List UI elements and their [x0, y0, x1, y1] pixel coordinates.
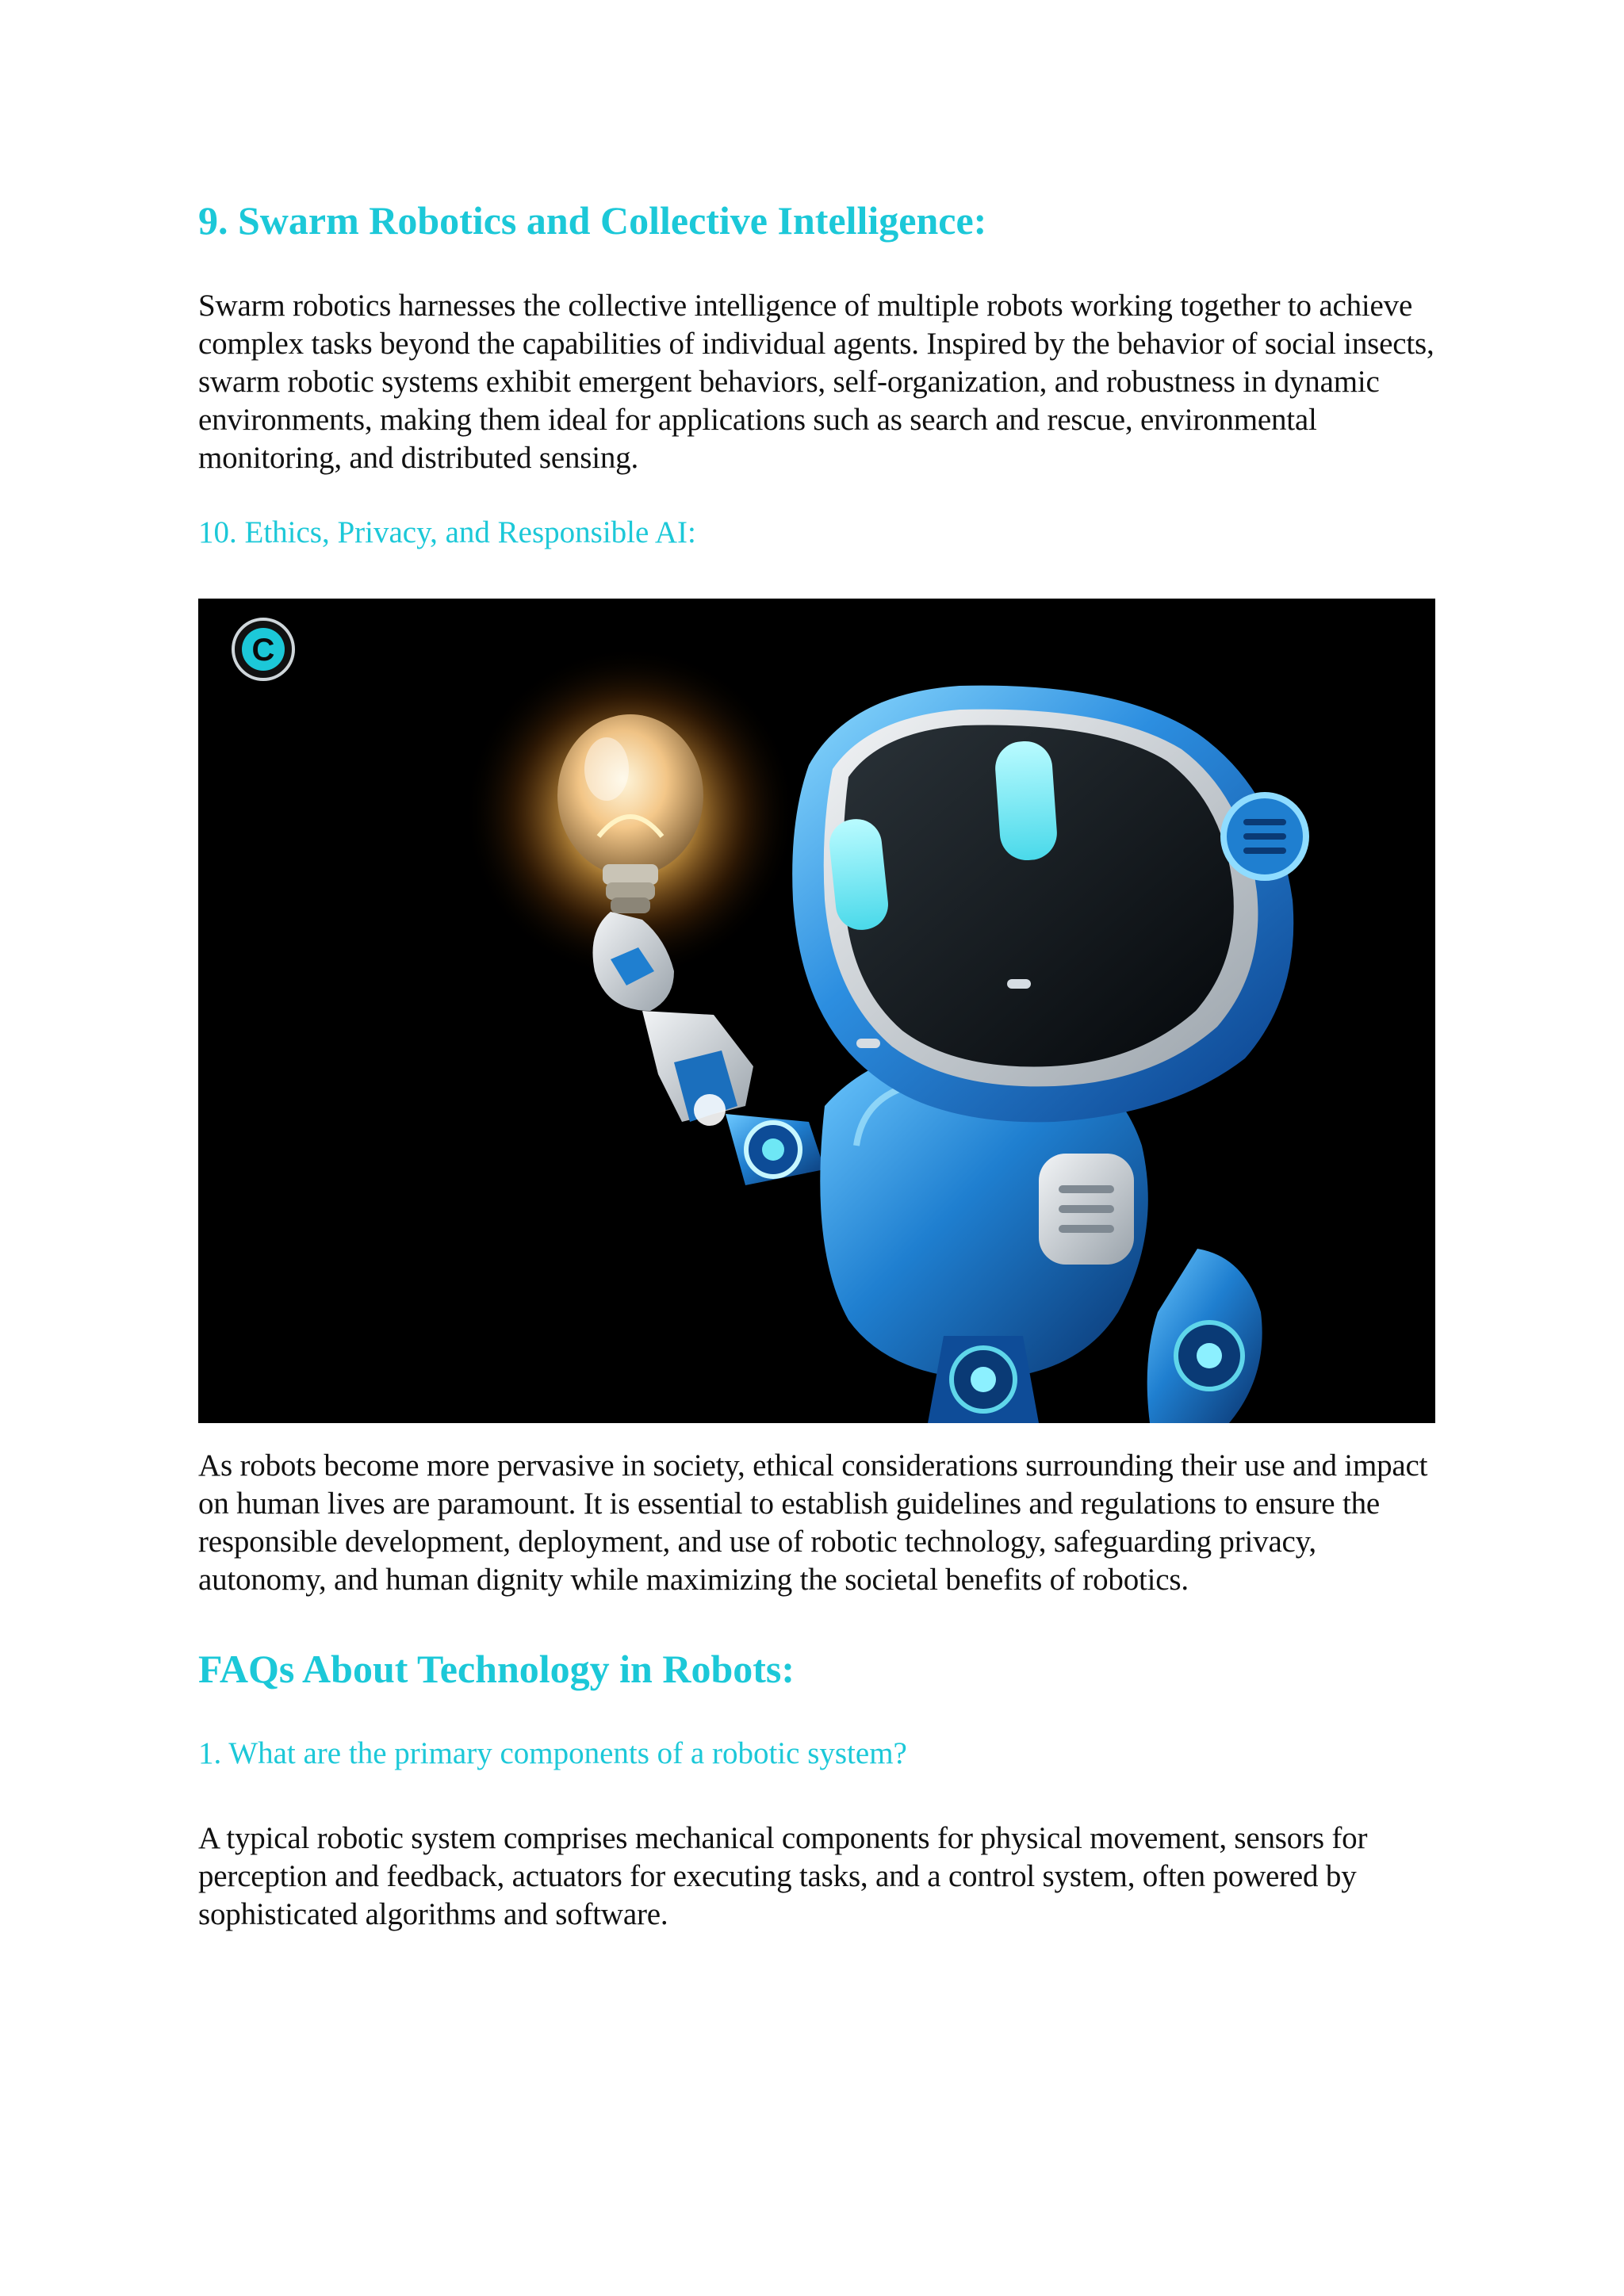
section-9-body	[198, 287, 1435, 477]
faq-section	[198, 1645, 1435, 1693]
section-10-body	[198, 1447, 1435, 1599]
faq-question-1-text: 1. What are the primary components of a robotic system?	[198, 1736, 907, 1770]
section-9-paragraph: Swarm robotics harnesses the collective intelligence of multiple robots working together to achieve complex tasks beyond the capabilities of individual agents. Inspired by the behavior of social insects, swarm robotic systems exhibit emergent behaviors, self-organization, and robustness in dynamic environments, making them ideal for applications such as search and rescue, environmental monitoring, and distributed sensing.	[198, 289, 1434, 475]
robot-lightbulb-image	[198, 599, 1435, 1423]
robot-illustration	[198, 599, 1435, 1423]
faq-question-1	[198, 1735, 1435, 1773]
c-logo-icon	[233, 619, 293, 679]
section-10-heading: 10. Ethics, Privacy, and Responsible AI:	[198, 515, 696, 549]
faq-heading: FAQs About Technology in Robots:	[198, 1647, 795, 1691]
svg-text:C: C	[251, 633, 275, 668]
section-9	[198, 197, 1435, 244]
right-eye	[994, 740, 1059, 863]
faq-answer-1-text: A typical robotic system comprises mechanical components for physical movement, sensors for perception and feedback, actuators for executing tasks, and a control system, often powered by sophisticated algorithms and software.	[198, 1821, 1368, 1931]
section-9-heading: 9. Swarm Robotics and Collective Intelligence:	[198, 198, 987, 243]
faq-answer-1	[198, 1820, 1435, 1934]
section-10	[198, 514, 1435, 552]
section-10-paragraph: As robots become more pervasive in society, ethical considerations surrounding their use and impact on human lives are paramount. It is essential to establish guidelines and regulations to ensure the responsible development, deployment, and use of robotic technology, safeguarding privacy, autonomy, and human dignity while maximizing the societal benefits of robotics.	[198, 1448, 1428, 1597]
